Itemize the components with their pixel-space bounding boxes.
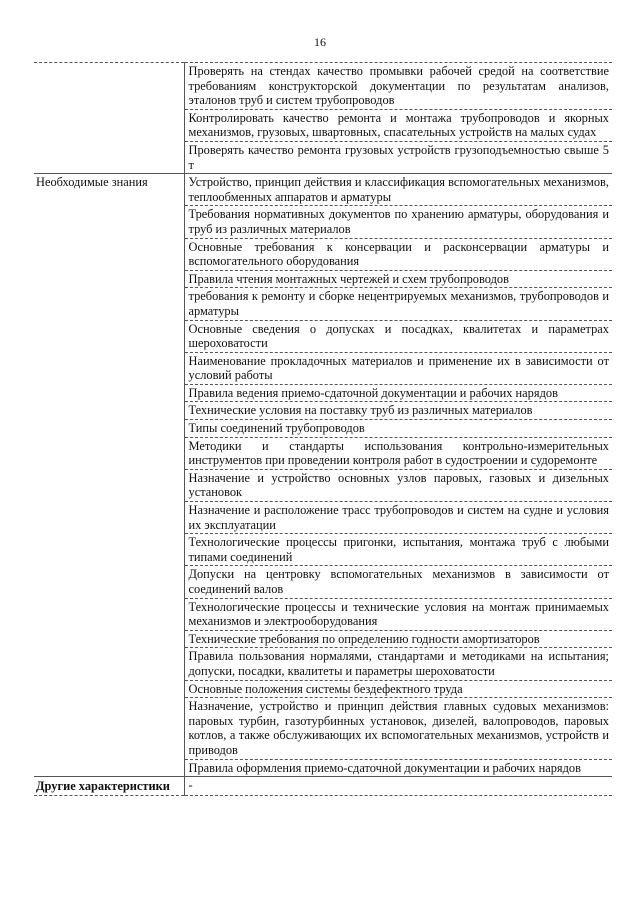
knowledge-item: Технологические процессы пригонки, испытания, монтажа труб с любыми типами соединений	[184, 534, 612, 566]
knowledge-item: Правила чтения монтажных чертежей и схем трубопроводов	[184, 270, 612, 288]
knowledge-item: Допуски на центровку вспомогательных механизмов в зависимости от соединений валов	[184, 566, 612, 598]
continuation-item: Проверять на стендах качество промывки рабочей средой на соответствие требованиям конструкторской документации по результатам анализов, эталонов труб и систем трубопроводов	[184, 63, 612, 110]
knowledge-item: Методики и стандарты использования контрольно-измерительных инструментов при проведении контроля работ в судостроении и судоремонте	[184, 437, 612, 469]
knowledge-item: Технические условия на поставку труб из различных материалов	[184, 402, 612, 420]
page-number: 16	[314, 35, 326, 49]
other-characteristics-value: -	[184, 777, 612, 796]
continuation-item: Проверять качество ремонта грузовых устройств грузоподъемностью свыше 5 т	[184, 141, 612, 173]
continuation-label-cell	[34, 63, 184, 174]
other-characteristics-label: Другие характеристики	[34, 777, 184, 796]
knowledge-item: Назначение, устройство и принцип действия главных судовых механизмов: паровых турбин, газотурбинных установок, дизелей, валопроводов, паровых котлов, а также обслуживающих их вспомогательных механизмов, устройств и приводов	[184, 698, 612, 759]
knowledge-item: Назначение и расположение трасс трубопроводов и систем на судне и условия их эксплуатации	[184, 502, 612, 534]
knowledge-item: Основные требования к консервации и расконсервации арматуры и вспомогательного оборудования	[184, 238, 612, 270]
table-row	[34, 63, 612, 110]
knowledge-item: Основные сведения о допусках и посадках, квалитетах и параметрах шероховатости	[184, 320, 612, 352]
table-row	[34, 777, 612, 796]
knowledge-item: Типы соединений трубопроводов	[184, 420, 612, 438]
knowledge-item: Правила ведения приемо-сдаточной документации и рабочих нарядов	[184, 384, 612, 402]
knowledge-item: Основные положения системы бездефектного труда	[184, 680, 612, 698]
table-row	[34, 174, 612, 206]
knowledge-item: Требования нормативных документов по хранению арматуры, оборудования и труб из различных материалов	[184, 206, 612, 238]
knowledge-label: Необходимые знания	[34, 174, 184, 777]
knowledge-item: требования к ремонту и сборке нецентрируемых механизмов, трубопроводов и арматуры	[184, 288, 612, 320]
continuation-item: Контролировать качество ремонта и монтажа трубопроводов и якорных механизмов, грузовых, швартовных, спасательных устройств на малых судах	[184, 109, 612, 141]
knowledge-item: Правила оформления приемо-сдаточной документации и рабочих нарядов	[184, 759, 612, 777]
professional-standard-table	[34, 62, 612, 796]
table-body	[34, 63, 612, 796]
knowledge-item: Технологические процессы и технические условия на монтаж принимаемых механизмов и электрооборудования	[184, 598, 612, 630]
knowledge-item: Назначение и устройство основных узлов паровых, газовых и дизельных установок	[184, 469, 612, 501]
knowledge-item: Правила пользования нормалями, стандартами и методиками на испытания; допуски, посадки, квалитеты и параметры шероховатости	[184, 648, 612, 680]
knowledge-item: Наименование прокладочных материалов и применение их в зависимости от условий работы	[184, 352, 612, 384]
knowledge-item: Устройство, принцип действия и классификация вспомогательных механизмов, теплообменных аппаратов и арматуры	[184, 174, 612, 206]
knowledge-item: Технические требования по определению годности амортизаторов	[184, 630, 612, 648]
